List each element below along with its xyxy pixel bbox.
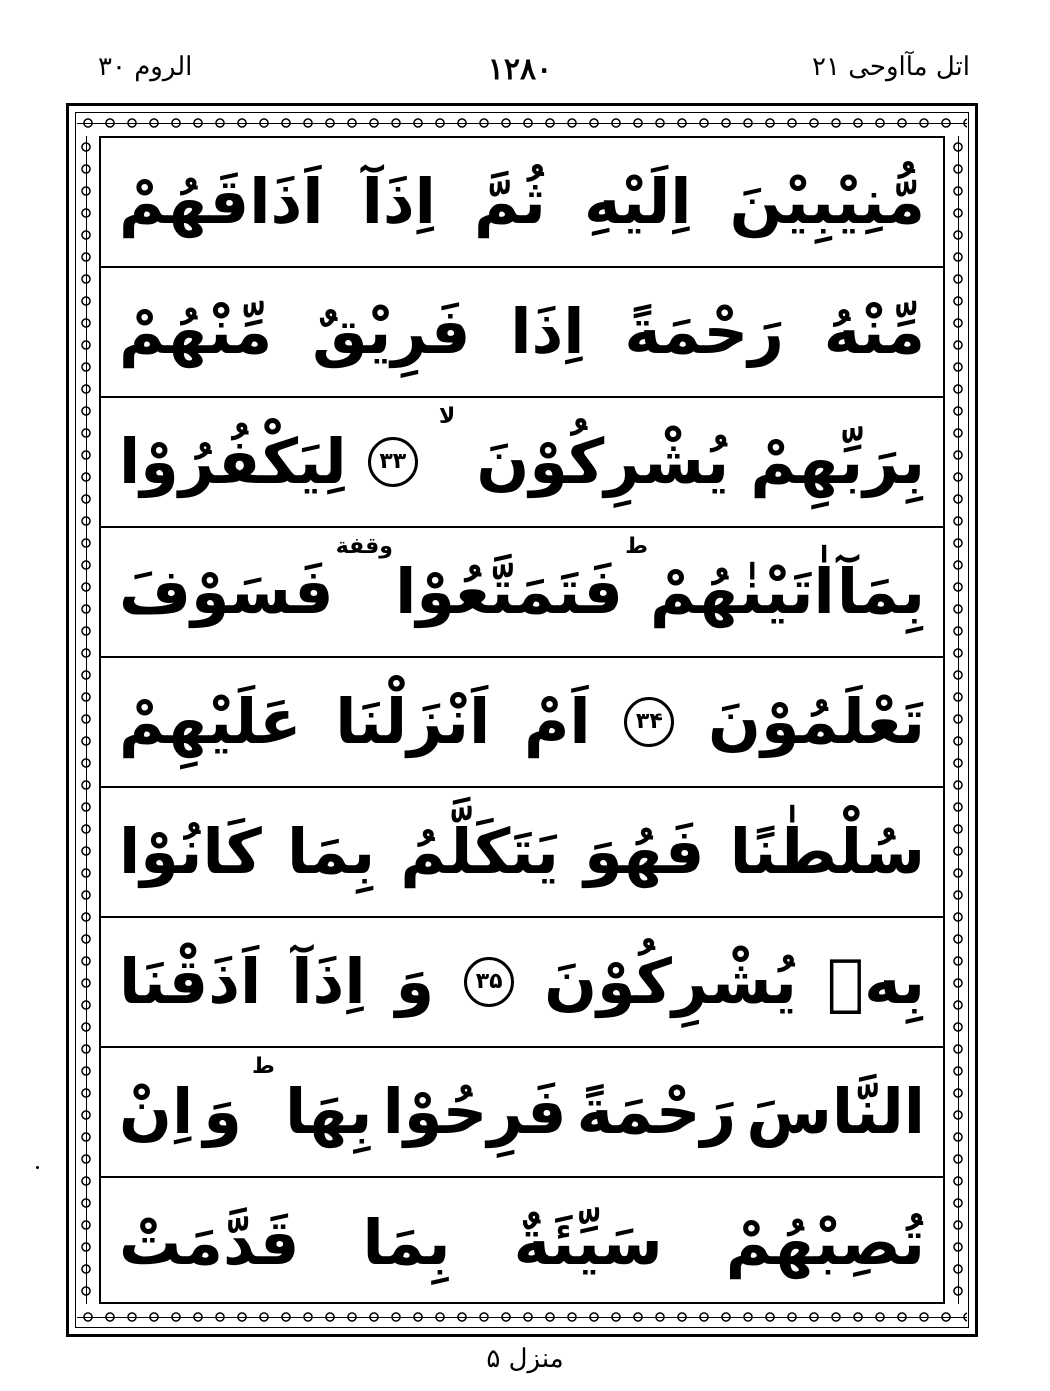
stop-sign-la: لا [438,404,456,429]
stop-sign-ta: ط [251,1054,275,1079]
word: لِيَكْفُرُوْا [119,425,347,498]
ayah-number-33: ۳۳ [368,437,418,487]
text-line-5 [101,658,943,788]
left-ornament-border [77,136,95,1304]
word: سُلْطٰنًا [729,815,925,888]
word: يُشْرِكُوْنَ [476,425,730,498]
ayah-number-34: ۳۴ [624,697,674,747]
word: اَذَاقَهُمْ [119,165,324,238]
word: اَنْزَلْنَا [335,685,491,758]
bottom-ornament-border [77,1308,967,1326]
word: بِرَبِّهِمْ [750,425,925,498]
word: بِهَا [284,1075,373,1148]
word: تُصِبْهُمْ [725,1206,925,1279]
word: رَحْمَةً [624,295,784,368]
word: بِمَا [362,1206,451,1279]
surah-title: الروم ۳۰ [98,52,193,82]
word: سَيِّئَةٌ [513,1206,663,1279]
stop-sign-ta: ط [625,534,648,559]
word: عَلَيْهِمْ [119,685,302,758]
word: يُشْرِكُوْنَ [544,945,797,1018]
word: اِنْ [119,1075,194,1148]
text-line-4 [101,528,943,658]
word: وَ [395,945,435,1018]
text-lines [99,136,945,1304]
word: اِذَا [510,295,585,368]
page-frame [66,103,978,1337]
word: فَرِحُوْا [382,1075,567,1148]
text-line-8 [101,1048,943,1178]
word: اِذَآ [291,945,366,1018]
word: فَسَوْفَ [119,555,334,628]
word: كَانُوْا [119,815,262,888]
text-line-2 [101,268,943,398]
word: فَرِيْقٌ [312,295,471,368]
word: بِمَا [287,815,376,888]
word: فَهُوَ [584,815,705,888]
manzil-label: منزل ۵ [486,1344,564,1374]
ayah-number-35: ۳۵ [464,957,514,1007]
waqfa-sign: وقفة [335,534,393,559]
word: تَعْلَمُوْنَ [708,685,925,758]
word: وَ [203,1075,242,1148]
text-line-6 [101,788,943,918]
word: ثُمَّ [474,165,546,238]
text-line-3 [101,398,943,528]
text-line-1 [101,138,943,268]
word: اِذَآ [361,165,436,238]
word: رَحْمَةً [576,1075,737,1148]
text-line-9 [101,1178,943,1308]
word: النَّاسَ [746,1075,925,1148]
word: مِّنْهُمْ [119,295,273,368]
word: مِّنْهُ [823,295,925,368]
word: اِلَيْهِ [584,165,692,238]
juz-title: اتل مآاوحی ۲۱ [812,52,970,82]
word: فَتَمَتَّعُوْا [395,555,623,628]
word: يَتَكَلَّمُ [400,815,559,888]
page-header [70,52,970,100]
scan-speck [36,1166,39,1169]
word: اٰتَيْنٰهُمْ [650,555,835,628]
top-ornament-border [77,114,967,132]
text-line-7 [101,918,943,1048]
word: اَذَقْنَا [119,945,262,1018]
page-number: ۱۲۸۰ [487,52,553,87]
word: بِهٖ [826,945,925,1018]
word: قَدَّمَتْ [119,1206,300,1279]
word: مُّنِيْبِيْنَ [729,165,925,238]
word: اَمْ [523,685,591,758]
right-ornament-border [949,136,967,1304]
word: بِمَآ [836,555,925,628]
